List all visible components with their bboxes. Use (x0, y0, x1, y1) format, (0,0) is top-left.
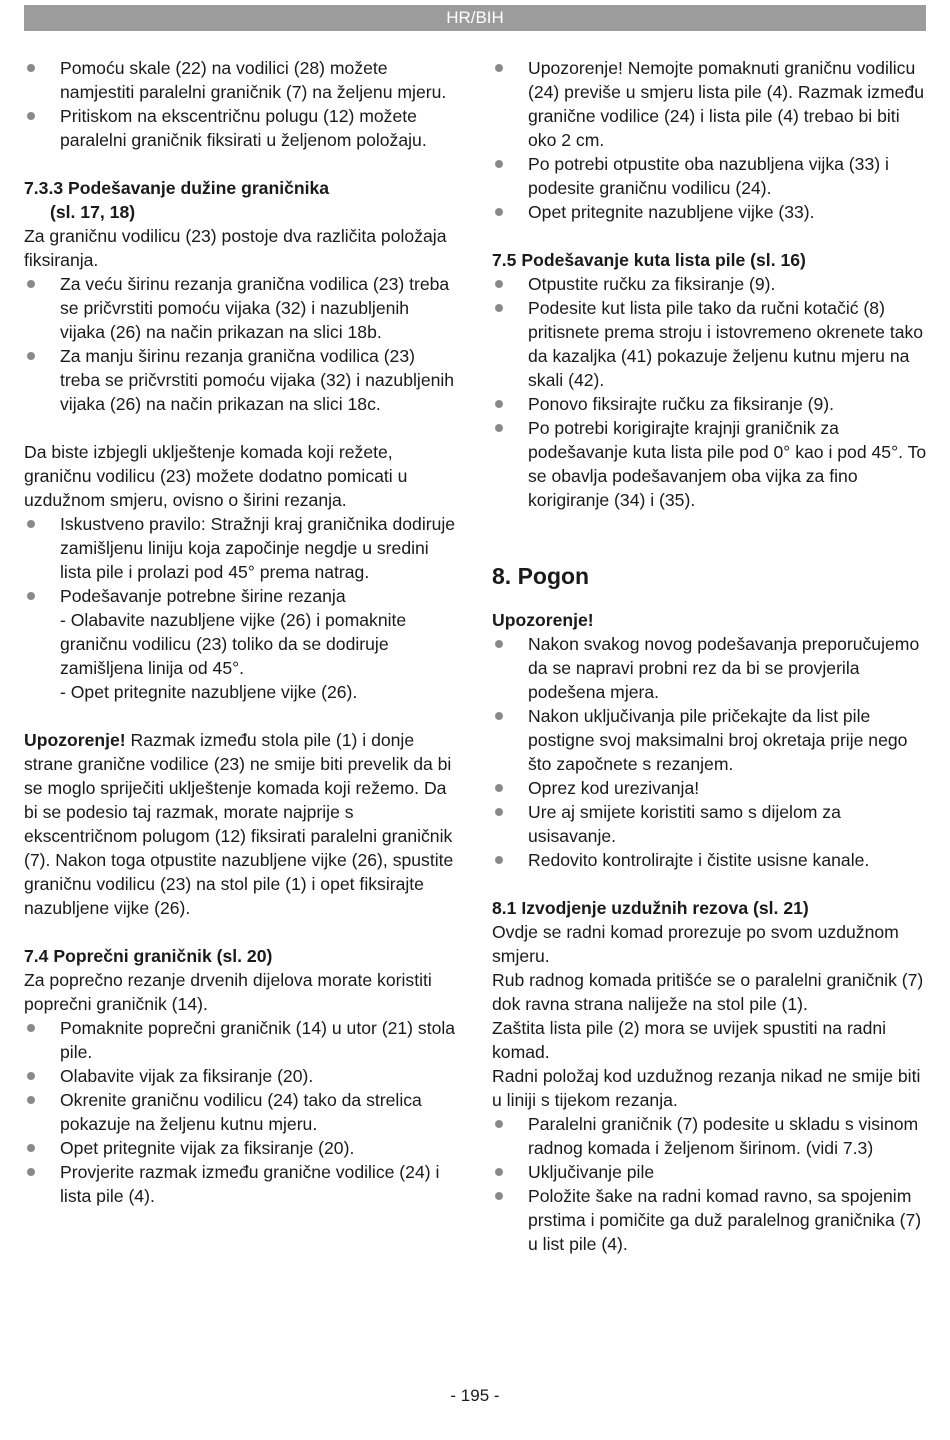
list-item: Podešavanje potrebne širine rezanja - Olabavite nazubljene vijke (26) i pomaknite graničnu vodilicu (23) toliko da se dodiruje zamišljena linija od 45°. - Opet pritegnite nazubljene vijke (26). (24, 584, 456, 704)
list-item: Ure aj smijete koristiti samo s dijelom za usisavanje. (492, 800, 928, 848)
bullet-list-rip-cut (492, 1112, 928, 1256)
section-heading-8-1: 8.1 Izvodjenje uzdužnih rezova (sl. 21) (492, 898, 809, 918)
warning-label: Upozorenje! (24, 730, 126, 750)
list-item: Za veću širinu rezanja granična vodilica (23) treba se pričvrstiti pomoću vijaka (32) i nazubljenih vijaka (26) na način prikazan na slici 18b. (24, 272, 456, 344)
paragraph: Rub radnog komada pritišće se o paralelni graničnik (7) dok ravna strana naliježe na stol pile (1). (492, 970, 924, 1014)
paragraph: Radni položaj kod uzdužnog rezanja nikad ne smije biti u liniji s tijekom rezanja. (492, 1066, 921, 1110)
list-item: Za manju širinu rezanja granična vodilica (23) treba se pričvrstiti pomoću vijaka (32) i nazubljenih vijaka (26) na način prikazan na slici 18c. (24, 344, 456, 416)
list-item: Pomoću skale (22) na vodilici (28) možete namjestiti paralelni graničnik (7) na željenu mjeru. (24, 56, 456, 104)
list-item: Iskustveno pravilo: Stražnji kraj graničnika dodiruje zamišljenu liniju koja započinje negdje u sredini lista pile i prolazi pod 45° prema natrag. (24, 512, 456, 584)
bullet-list-cross-stop (24, 1016, 456, 1208)
list-item: Po potrebi korigirajte krajnji graničnik za podešavanje kuta lista pile pod 0° kao i pod 45°. To se obavlja podešavanjem oba vijka za fino korigiranje (34) i (35). (492, 416, 928, 512)
list-item: Uključivanje pile (492, 1160, 928, 1184)
list-item: Okrenite graničnu vodilicu (24) tako da strelica pokazuje na željenu kutnu mjeru. (24, 1088, 456, 1136)
bullet-list-scale (24, 56, 456, 152)
warning-label: Upozorenje! (492, 610, 594, 630)
paragraph: Za poprečno rezanje drvenih dijelova morate koristiti poprečni graničnik (14). (24, 970, 432, 1014)
section-heading-7-4: 7.4 Poprečni graničnik (sl. 20) (24, 946, 273, 966)
list-item: Olabavite vijak za fiksiranje (20). (24, 1064, 456, 1088)
bullet-list-blade-angle (492, 272, 928, 512)
list-item: Ponovo fiksirajte ručku za fiksiranje (9). (492, 392, 928, 416)
section-heading-7-5: 7.5 Podešavanje kuta lista pile (sl. 16) (492, 250, 806, 270)
bullet-list-cut-width (24, 272, 456, 416)
section-heading-8: 8. Pogon (492, 563, 590, 589)
page-number: - 195 - (450, 1386, 500, 1405)
list-item: Pritiskom na ekscentričnu polugu (12) možete paralelni graničnik fiksirati u željenom položaju. (24, 104, 456, 152)
bullet-list-guide-warning (492, 56, 928, 224)
list-item: Oprez kod urezivanja! (492, 776, 928, 800)
bullet-list-operation (492, 632, 928, 872)
list-item: Pomaknite poprečni graničnik (14) u utor (21) stola pile. (24, 1016, 456, 1064)
list-item: Provjerite razmak između granične vodilice (24) i lista pile (4). (24, 1160, 456, 1208)
list-item: Podesite kut lista pile tako da ručni kotačić (8) pritisnete prema stroju i istovremeno okrenete tako da kazaljka (41) pokazuje željenu kutnu mjeru na skali (42). (492, 296, 928, 392)
list-item: Položite šake na radni komad ravno, sa spojenim prstima i pomičite ga duž paralelnog graničnika (7) u list pile (4). (492, 1184, 928, 1256)
list-item: Paralelni graničnik (7) podesite u skladu s visinom radnog komada i željenom širinom. (vidi 7.3) (492, 1112, 928, 1160)
language-header-bar (24, 5, 926, 31)
language-code: HR/BIH (446, 8, 504, 27)
bullet-list-rule (24, 512, 456, 704)
list-item: Upozorenje! Nemojte pomaknuti graničnu vodilicu (24) previše u smjeru lista pile (4). Razmak između granične vodilice (24) i lista pile (4) trebao bi biti oko 2 cm. (492, 56, 928, 152)
warning-paragraph: Upozorenje! Razmak između stola pile (1) i donje strane granične vodilice (23) ne smije biti prevelik da bi se moglo spriječiti uklještenje komada koji režemo. Da bi se podesio taj razmak, morate najprije s ekscentričnom polugom (12) fiksirati paralelni graničnik (7). Nakon toga otpustite nazubljene vijke (26), spustite graničnu vodilicu (23) na stol pile (1) i opet fiksirajte nazubljene vijke (26). (24, 730, 454, 918)
list-item: Nakon svakog novog podešavanja preporučujemo da se napravi probni rez da bi se provjerila podešena mjera. (492, 632, 928, 704)
paragraph: Da biste izbjegli uklještenje komada koji režete, graničnu vodilicu (23) možete dodatno pomicati u uzdužnom smjeru, ovisno o širini rezanja. (24, 442, 408, 510)
paragraph: Ovdje se radni komad prorezuje po svom uzdužnom smjeru. (492, 922, 899, 966)
list-item: Opet pritegnite vijak za fiksiranje (20). (24, 1136, 456, 1160)
paragraph: Zaštita lista pile (2) mora se uvijek spustiti na radni komad. (492, 1018, 887, 1062)
list-item: Nakon uključivanja pile pričekajte da list pile postigne svoj maksimalni broj okretaja prije nego što započnete s rezanjem. (492, 704, 928, 776)
list-item: Redovito kontrolirajte i čistite usisne kanale. (492, 848, 928, 872)
list-item: Opet pritegnite nazubljene vijke (33). (492, 200, 928, 224)
right-column (492, 56, 928, 1256)
list-item: Otpustite ručku za fiksiranje (9). (492, 272, 928, 296)
paragraph: Za graničnu vodilicu (23) postoje dva različita položaja fiksiranja. (24, 226, 447, 270)
section-heading-7-3-3: 7.3.3 Podešavanje dužine graničnika (sl. 17, 18) (24, 178, 330, 222)
left-column (24, 56, 456, 1208)
list-item: Po potrebi otpustite oba nazubljena vijka (33) i podesite graničnu vodilicu (24). (492, 152, 928, 200)
